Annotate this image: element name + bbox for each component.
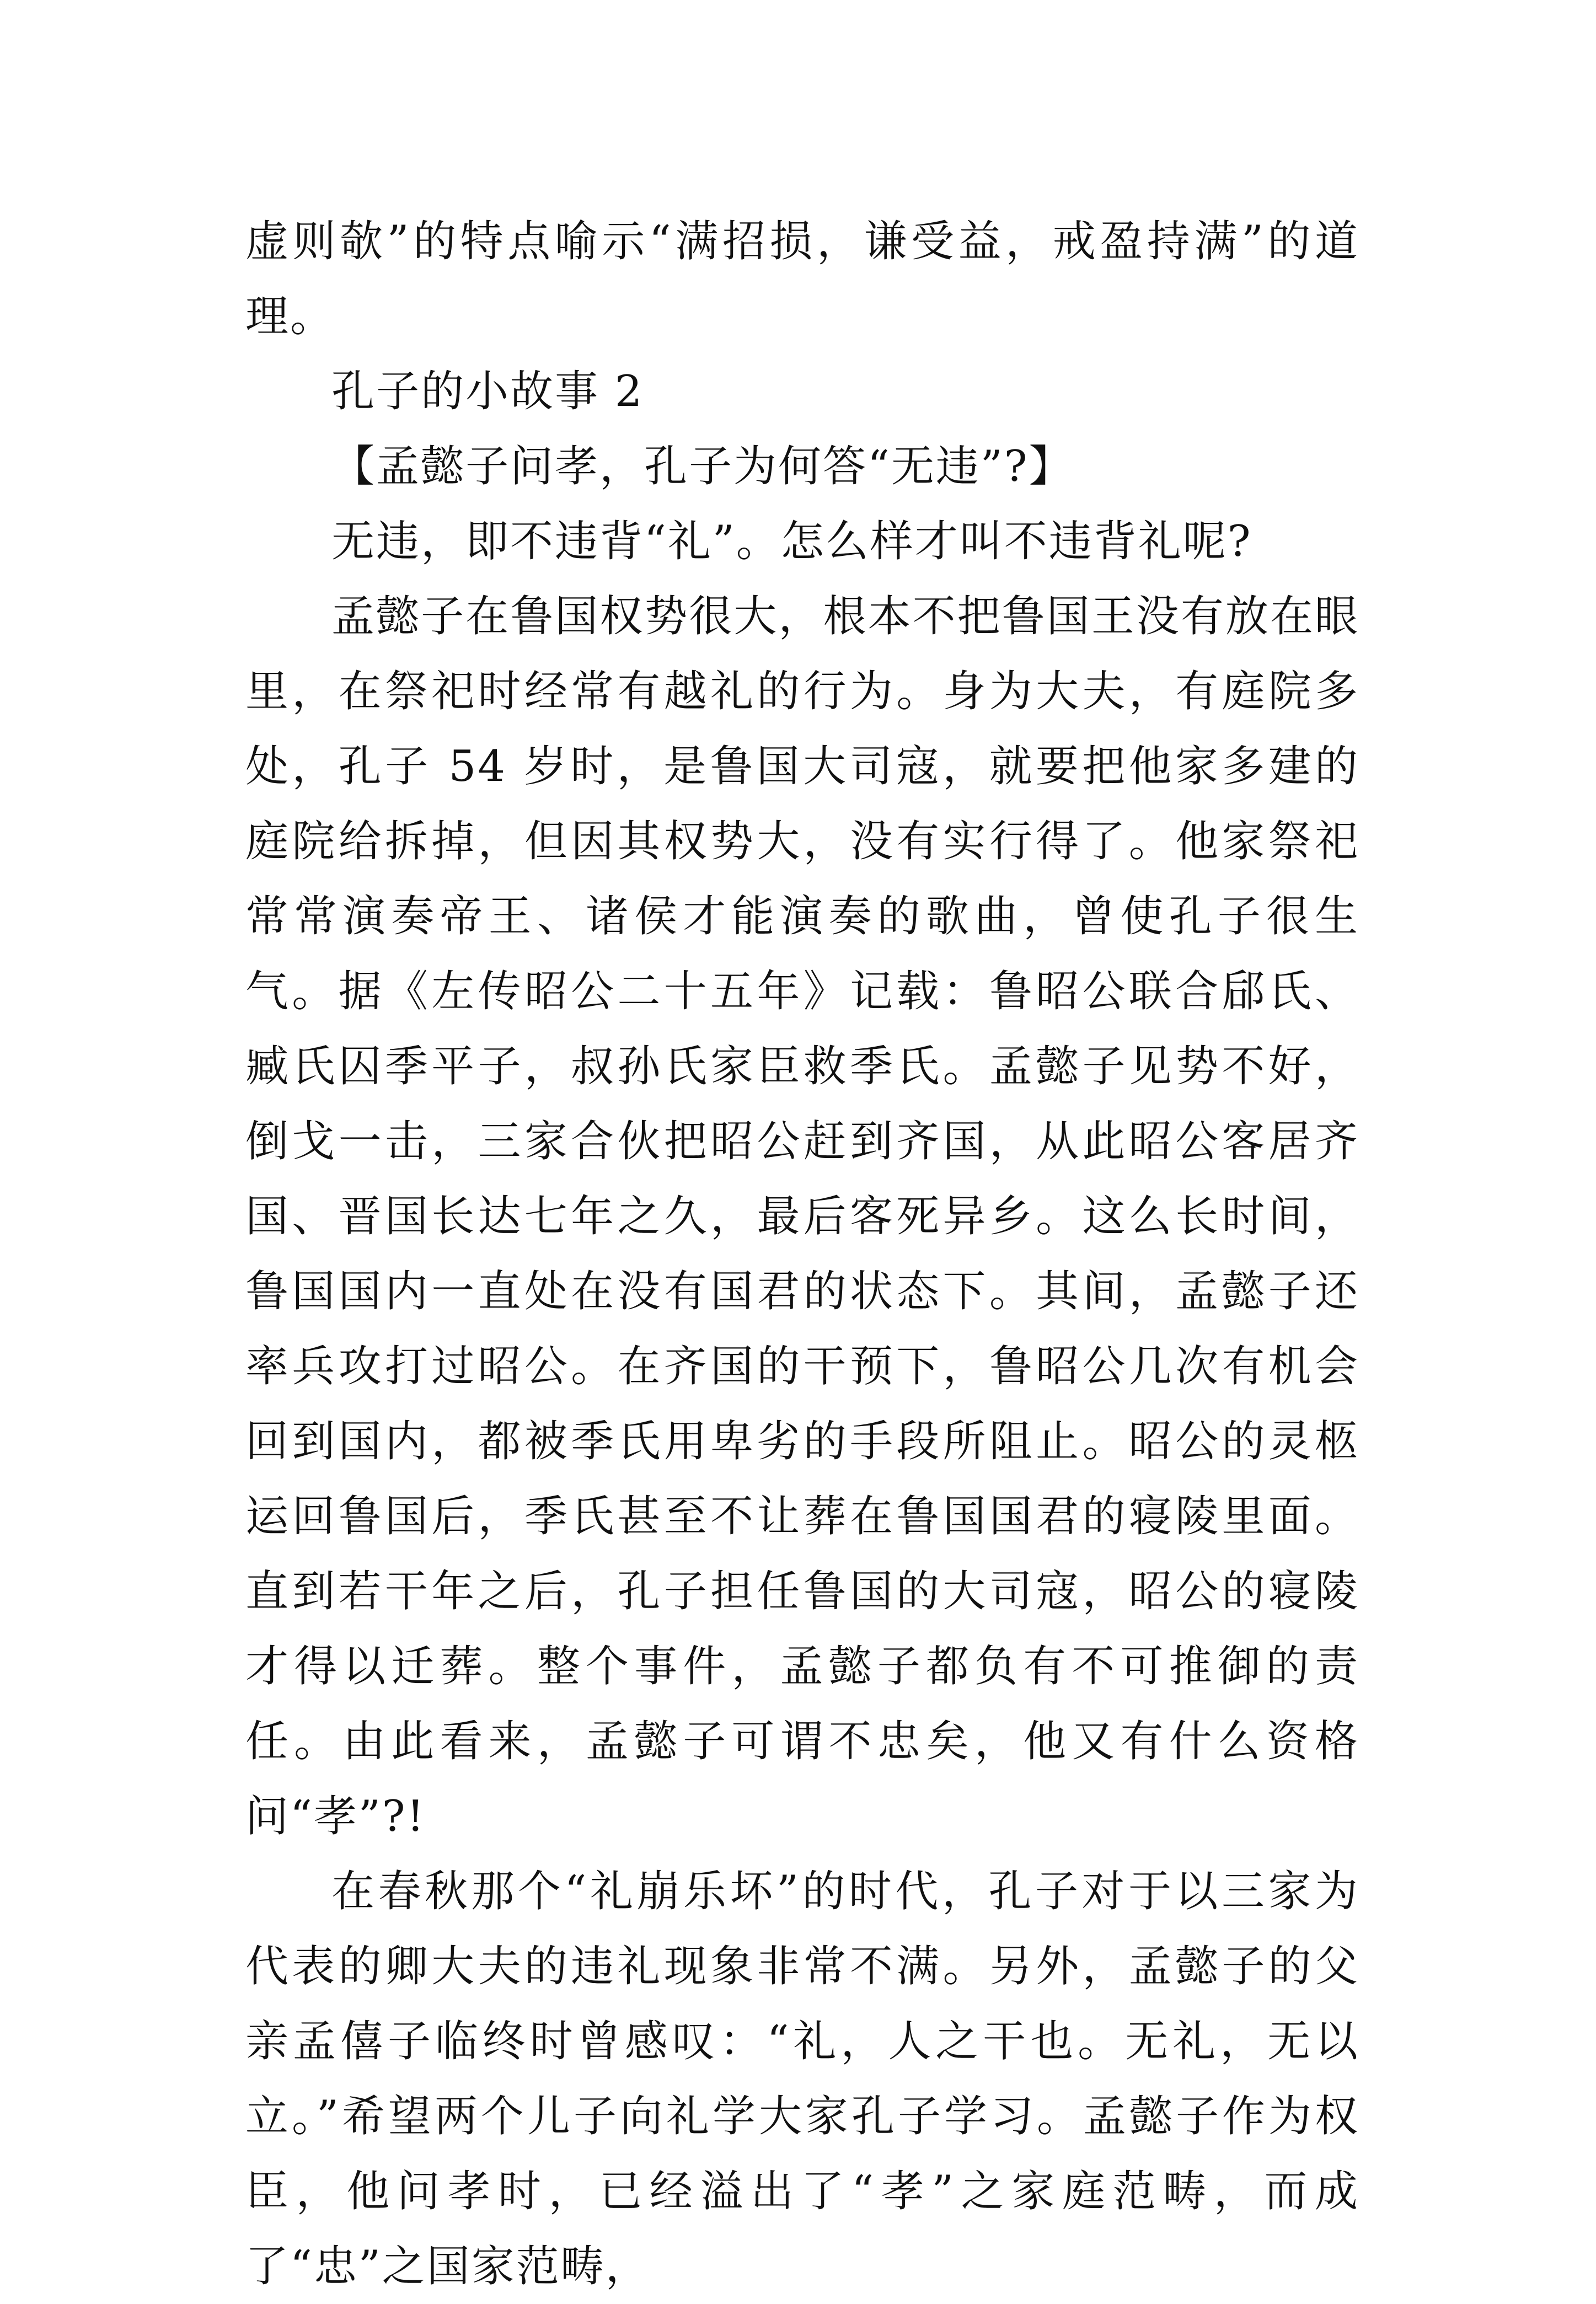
section-heading: 孔子的小故事 2 (331, 367, 644, 416)
paragraph: 孟懿子在鲁国权势很大，根本不把鲁国王没有放在眼里，在祭祀时经常有越礼的行为。身为大夫，有庭院多处，孔子 54 岁时，是鲁国大司寇，就要把他家多建的庭院给拆掉，但因其权势大，没有实行得了。他家祭祀常常演奏帝王、诸侯才能演奏的歌曲，曾使孔子很生气。据《左传昭公二十五年》记载：鲁昭公联合郈氏、臧氏囚季平子，叔孙氏家臣救季氏。孟懿子见势不好，倒戈一击，三家合伙把昭公赶到齐国，从此昭公客居齐国、晋国长达七年之久，最后客死异乡。这么长时间，鲁国国内一直处在没有国君的状态下。其间，孟懿子还率兵攻打过昭公。在齐国的干预下，鲁昭公几次有机会回到国内，都被季氏用卑劣的手段所阻止。昭公的灵柩运回鲁国后，季氏甚至不让葬在鲁国国君的寝陵里面。直到若干年之后，孔子担任鲁国的大司寇，昭公的寝陵才得以迁葬。整个事件，孟懿子都负有不可推御的责任。由此看来，孟懿子可谓不忠矣，他又有什么资格问“孝”?! (245, 592, 1359, 1841)
paragraph: 在春秋那个“礼崩乐坏”的时代，孔子对于以三家为代表的卿大夫的违礼现象非常不满。另外，孟懿子的父亲孟僖子临终时曾感叹：“礼，人之干也。无礼，无以立。”希望两个儿子向礼学大家孔子学习。孟懿子作为权臣，他问孝时，已经溢出了“孝”之家庭范畴，而成了“忠”之国家范畴， (245, 1867, 1359, 2291)
paragraph: 无违，即不违背“礼”。怎么样才叫不违背礼呢? (331, 517, 1252, 566)
paragraph-continuation: 虚则欹”的特点喻示“满招损，谦受益，戒盈持满”的道理。 (245, 217, 1359, 341)
body-text (245, 204, 1359, 2304)
story-title: 【孟懿子问孝，孔子为何答“无违”?】 (331, 442, 1074, 491)
